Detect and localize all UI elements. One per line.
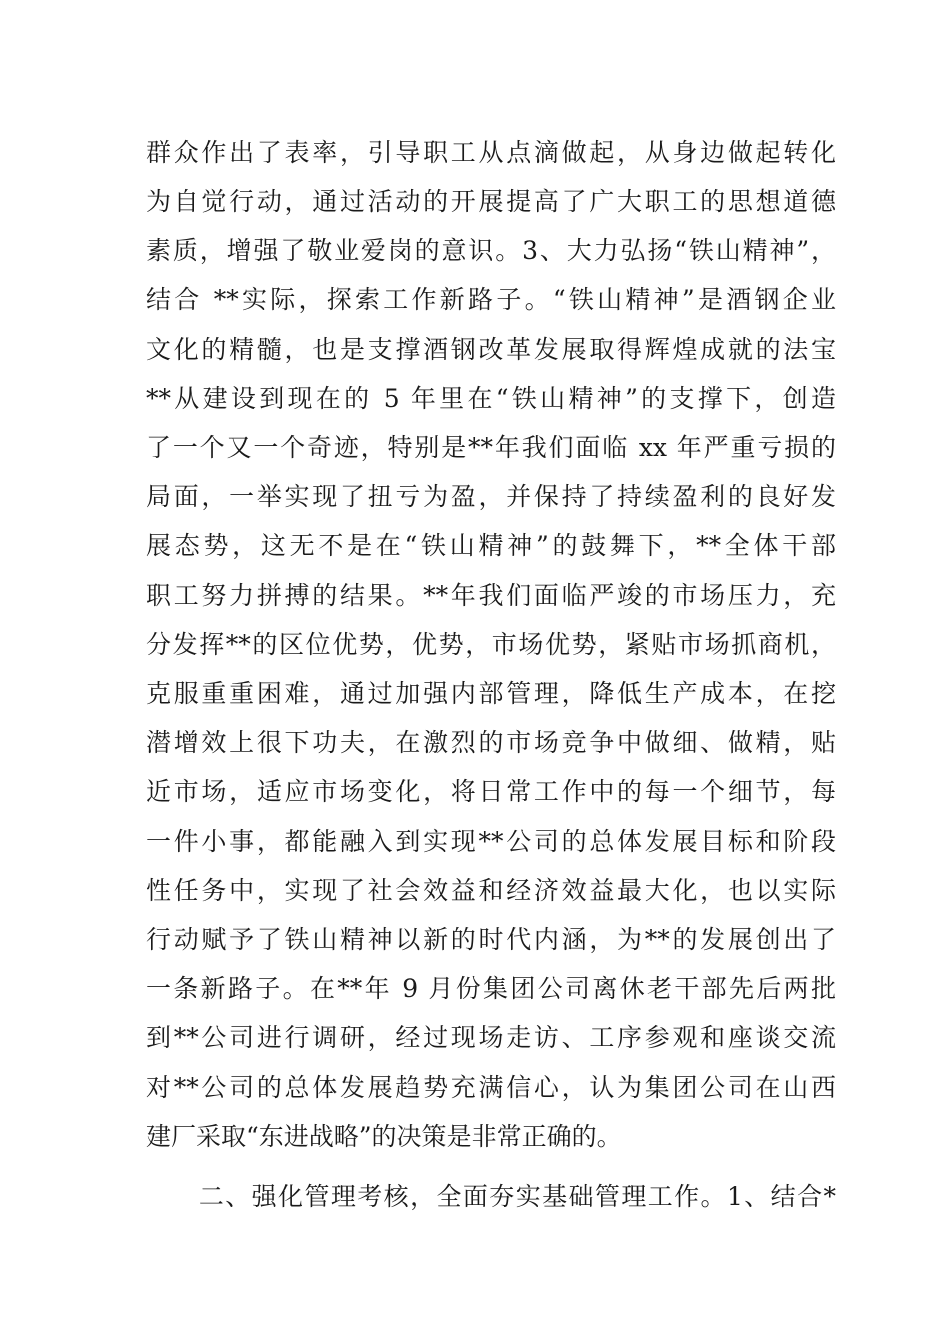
text-line: 近市场，适应市场变化，将日常工作中的每一个细节，每 (146, 777, 836, 806)
text-line: 分发挥**的区位优势，优势，市场优势，紧贴市场抓商机， (146, 630, 836, 659)
text-line: 展态势，这无不是在“铁山精神”的鼓舞下，**全体干部 (146, 531, 836, 560)
text-line: 为自觉行动，通过活动的开展提高了广大职工的思想道德 (146, 187, 836, 216)
text-line: 行动赋予了铁山精神以新的时代内涵，为**的发展创出了 (146, 925, 836, 954)
text-line: **从建设到现在的 5 年里在“铁山精神”的支撑下，创造 (146, 384, 836, 413)
text-line: 群众作出了表率，引导职工从点滴做起，从身边做起转化 (146, 138, 836, 167)
text-line: 结合 **实际，探索工作新路子。“铁山精神”是酒钢企业 (146, 285, 836, 314)
text-line-paragraph-end: 建厂采取“东进战略”的决策是非常正确的。 (146, 1122, 622, 1151)
text-line: 一件小事，都能融入到实现**公司的总体发展目标和阶段 (146, 827, 836, 856)
text-line: 潜增效上很下功夫，在激烈的市场竞争中做细、做精，贴 (146, 728, 836, 757)
text-line: 一条新路子。在**年 9 月份集团公司离休老干部先后两批 (146, 974, 836, 1003)
text-line: 了一个又一个奇迹，特别是**年我们面临 xx 年严重亏损的 (146, 433, 836, 462)
text-line: 局面，一举实现了扭亏为盈，并保持了持续盈利的良好发 (146, 482, 836, 511)
text-line: 文化的精髓，也是支撑酒钢改革发展取得辉煌成就的法宝 (146, 335, 836, 364)
text-line: 素质，增强了敬业爱岗的意识。3、大力弘扬“铁山精神”， (146, 236, 836, 265)
text-line: 对**公司的总体发展趋势充满信心，认为集团公司在山西 (146, 1073, 836, 1102)
text-line: 到**公司进行调研，经过现场走访、工序参观和座谈交流 (146, 1023, 836, 1052)
text-line: 职工努力拼搏的结果。**年我们面临严竣的市场压力，充 (146, 581, 836, 610)
section-heading-line: 二、强化管理考核，全面夯实基础管理工作。1、结合* (146, 1182, 836, 1211)
text-line: 性任务中，实现了社会效益和经济效益最大化，也以实际 (146, 876, 836, 905)
text-line: 克服重重困难，通过加强内部管理，降低生产成本，在挖 (146, 679, 836, 708)
